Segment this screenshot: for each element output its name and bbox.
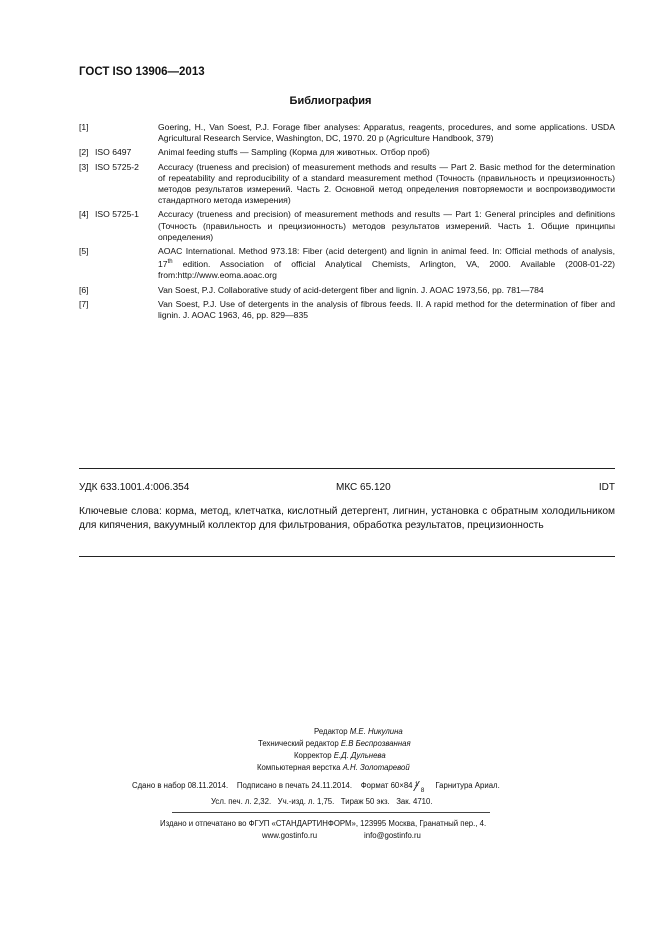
print-run: Тираж 50 экз.: [340, 797, 390, 806]
layout-line: [257, 762, 410, 773]
layout-label: Компьютерная верстка: [257, 763, 341, 772]
bibliography-entry: [79, 122, 615, 144]
email-link[interactable]: info@gostinfo.ru: [364, 831, 421, 840]
format-width: 84: [403, 781, 413, 790]
entry-text: Accuracy (trueness and precision) of measurement methods and results — Part 2. Basic method for the determination of repeatability and reproducibility of a standard measurement method (Точность (правильность и прецизионность) методов результатов измерений. Часть 2. Основной метод определения повторяемости и воспроизводимости стандартного метода измерения): [158, 161, 615, 206]
website-link[interactable]: www.gostinfo.ru: [262, 831, 318, 840]
idt-label: IDT: [598, 482, 615, 493]
pub-sheets: Уч.-изд. л. 1,75.: [277, 797, 335, 806]
fraction-numerator: 1: [414, 780, 419, 788]
udk-code: УДК 633.1001.4:006.354: [79, 482, 190, 493]
imprint-divider: [172, 812, 490, 813]
entry-number: [4]: [79, 209, 89, 220]
publisher-line: Издано и отпечатано во ФГУП «СТАНДАРТИНФОРМ», 123995 Москва, Гранатный пер., 4.: [160, 819, 487, 828]
bibliography-entry: [79, 209, 615, 243]
corrector-label: Корректор: [294, 751, 332, 760]
entry-text: Animal feeding stuffs — Sampling (Корма для животных. Отбор проб): [158, 147, 430, 158]
entry-number: [6]: [79, 284, 89, 295]
tech-editor-name: Е.В Беспрозванная: [340, 739, 411, 748]
entry-text: Accuracy (trueness and precision) of measurement methods and results — Part 1: General principles and definitions (Точность (правильность и прецизионность) методов результатов измерений. Часть 1. Общие принципы определения): [158, 209, 615, 242]
entry-text: Van Soest, P.J. Use of detergents in the analysis of fibrous feeds. II. A rapid method for the determination of fiber and lignin. J. AOAC 1963, 46, pp. 829—835: [158, 298, 615, 320]
divider-bottom: [79, 556, 615, 557]
entry-standard: ISO 5725-2: [95, 161, 139, 172]
bibliography-entry: [79, 299, 615, 321]
entry-number: [5]: [79, 246, 89, 257]
entry-standard: ISO 5725-1: [95, 209, 139, 220]
divider-top: [79, 468, 615, 469]
layout-name: А.Н. Золотаревой: [342, 763, 410, 772]
tech-editor-label: Технический редактор: [258, 739, 339, 748]
print-line-2: [211, 796, 433, 807]
entry-text: Van Soest, P.J. Collaborative study of acid-detergent fiber and lignin. J. AOAC 1973,56, pp. 781—784: [158, 284, 544, 295]
superscript: th: [167, 259, 173, 266]
entry-number: [7]: [79, 298, 89, 309]
print-line-1: [132, 780, 500, 794]
bibliography-title: Библиография: [289, 95, 372, 107]
mks-code: МКС 65.120: [336, 482, 391, 493]
editor-line: [314, 726, 403, 737]
format-fraction: [414, 780, 427, 794]
entry-number: [3]: [79, 161, 89, 172]
order-number: Зак. 4710.: [396, 797, 433, 806]
entry-text: [158, 246, 615, 281]
corrector-name: Е.Д. Дульнева: [333, 751, 386, 760]
bibliography-entry: [79, 147, 615, 158]
signed-date: Подписано в печать 24.11.2014.: [236, 781, 353, 790]
typeface: Гарнитура Ариал.: [435, 781, 500, 790]
corrector-line: [294, 750, 386, 761]
bibliography-entry: [79, 162, 615, 207]
entry-standard: ISO 6497: [95, 147, 132, 158]
submitted-date: Сдано в набор 08.11.2014.: [132, 781, 229, 790]
bibliography-entry: [79, 246, 615, 281]
print-sheets: Усл. печ. л. 2,32.: [211, 797, 272, 806]
editor-name: М.Е. Никулина: [349, 727, 403, 736]
entry-text-part: edition. Association of official Analytical Chemists, Arlington, VA, 2000. Available (2008-01-22) from:http://www.eoma.aoac.org: [158, 259, 615, 281]
keywords: Ключевые слова: корма, метод, клетчатка, кислотный детергент, лигнин, установка с обратным холодильником для кипячения, вакуумный коллектор для фильтрования, обработка результатов, прецизионность: [79, 506, 615, 531]
tech-editor-line: [258, 738, 411, 749]
bibliography-list: [79, 122, 615, 324]
bibliography-entry: [79, 285, 615, 296]
entry-text: Goering, H., Van Soest, P.J. Forage fiber analyses: Apparatus, reagents, procedures, and some applications. USDA Agricultural Research Service, Washington, DC, 1970. 20 p (Agriculture Handbook, 379): [158, 122, 615, 144]
format-multiply: ×: [399, 781, 404, 790]
entry-number: [2]: [79, 147, 89, 158]
document-code: ГОСТ ISO 13906—2013: [79, 66, 205, 78]
entry-text-part: AOAC International. Method 973.18: Fiber (acid detergent) and lignin in animal feed. In: Official methods of analysis, 17: [158, 246, 615, 270]
fraction-denominator: 8: [420, 786, 425, 794]
entry-number: [1]: [79, 122, 89, 132]
format-label: Формат 60: [360, 781, 400, 790]
editor-label: Редактор: [314, 727, 348, 736]
